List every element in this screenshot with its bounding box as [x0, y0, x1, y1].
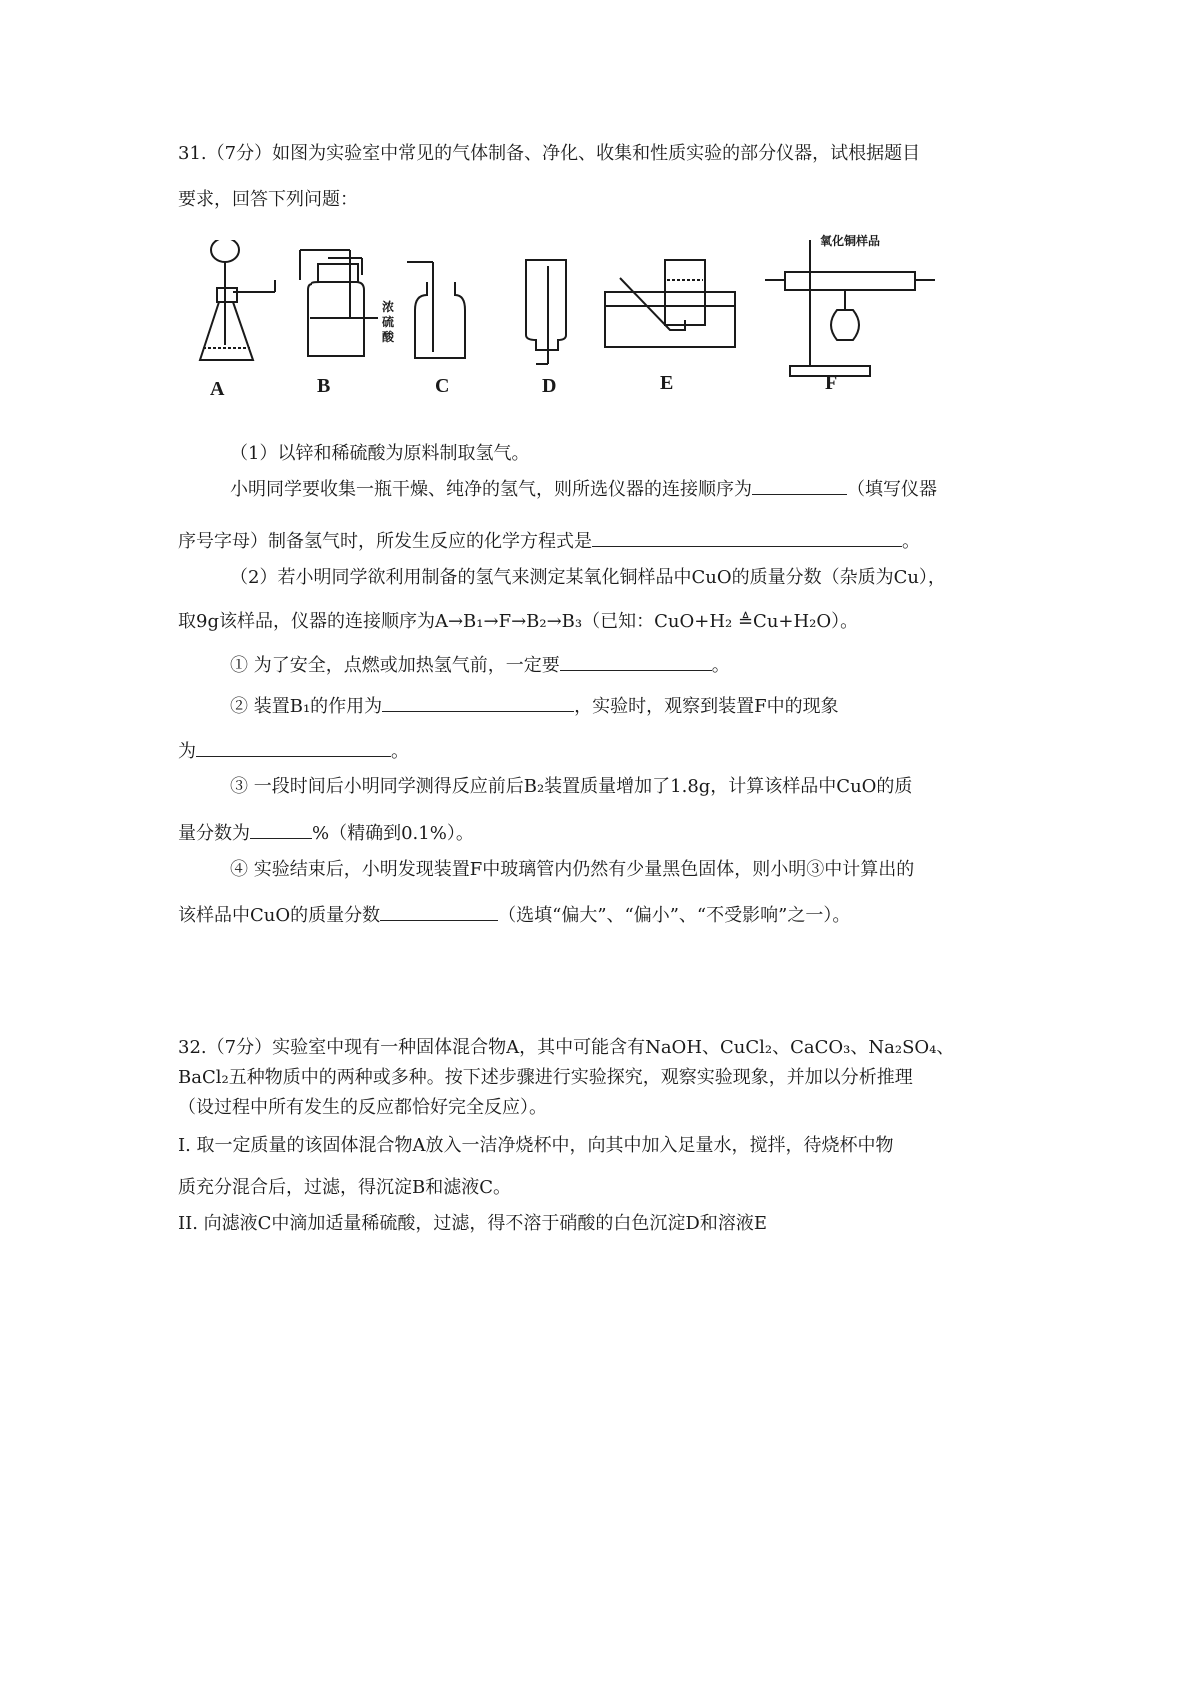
q32-line2: BaCl₂五种物质中的两种或多种。按下述步骤进行实验探究，观察实验现象，并加以分析推理	[178, 1067, 913, 1088]
answer-blank-effect[interactable]	[380, 902, 498, 921]
q31-p1-line1	[230, 476, 937, 502]
apparatus-c-icon	[407, 262, 465, 358]
s4-prompt: 该样品中CuO的质量分数	[178, 905, 381, 926]
apparatus-d-icon	[526, 260, 566, 364]
figure-label-a: A	[210, 378, 225, 400]
figure-label-e: E	[660, 372, 674, 394]
q31-intro-line2: 要求，回答下列问题：	[178, 189, 358, 210]
q31-p2-line1: （2）若小明同学欲利用制备的氢气来测定某氧化铜样品中CuO的质量分数（杂质为Cu），	[230, 567, 946, 588]
q31-s1	[230, 652, 730, 678]
q31-s4-line2	[178, 902, 850, 928]
q32-line3: （设过程中所有发生的反应都恰好完全反应）。	[178, 1097, 547, 1118]
q31-s2-line2	[178, 738, 409, 764]
q31-s3-line1: ③ 一段时间后小明同学测得反应前后B₂装置质量增加了1.8g，计算该样品中CuO的质	[230, 776, 913, 797]
s2-prompt-b: ，实验时，观察到装置F中的现象	[574, 696, 839, 717]
s3-suffix: %（精确到0.1%）。	[312, 823, 474, 844]
q31-p1-title: （1）以锌和稀硫酸为原料制取氢气。	[230, 443, 530, 464]
p1-period: 。	[902, 531, 920, 552]
p1-prompt: 小明同学要收集一瓶干燥、纯净的氢气，则所选仪器的连接顺序为	[230, 479, 752, 500]
apparatus-e-icon	[605, 260, 735, 347]
figure-label-c: C	[435, 375, 450, 397]
b-liquid-label: 浓硫酸	[382, 300, 395, 344]
apparatus-drawing	[195, 240, 965, 430]
s3-prompt: 量分数为	[178, 823, 250, 844]
q32-step1-line1: I. 取一定质量的该固体混合物A放入一洁净烧杯中，向其中加入足量水，搅拌，待烧杯中物	[178, 1135, 894, 1156]
figure-label-f: F	[825, 372, 838, 394]
apparatus-b-icon	[300, 250, 378, 356]
p1-equation-prompt: 序号字母）制备氢气时，所发生反应的化学方程式是	[178, 531, 592, 552]
f-sample-label: 氧化铜样品	[820, 234, 881, 248]
figure-label-b: B	[317, 375, 331, 397]
answer-blank-percent[interactable]	[250, 820, 312, 839]
figure-label-d: D	[542, 375, 557, 397]
p1-hint: （填写仪器	[847, 479, 937, 500]
s2-prompt: ② 装置B₁的作用为	[230, 696, 383, 717]
answer-blank-safety[interactable]	[560, 652, 712, 671]
apparatus-a-icon	[200, 240, 275, 360]
q32-step2: II. 向滤液C中滴加适量稀硫酸，过滤，得不溶于硝酸的白色沉淀D和溶液E	[178, 1213, 768, 1234]
answer-blank-order[interactable]	[752, 476, 847, 495]
s4-options: （选填“偏大”、“偏小”、“不受影响”之一）。	[498, 905, 851, 926]
q31-s2-line1	[230, 693, 839, 719]
apparatus-figure	[195, 234, 965, 430]
s1-prompt: ① 为了安全，点燃或加热氢气前，一定要	[230, 655, 560, 676]
q31-p2-line2: 取9g该样品，仪器的连接顺序为A→B₁→F→B₂→B₃（已知：CuO+H₂ ≜Cu+H₂O）。	[178, 611, 859, 632]
q31-s4-line1: ④ 实验结束后，小明发现装置F中玻璃管内仍然有少量黑色固体，则小明③中计算出的	[230, 859, 915, 880]
q31-intro-line1: 31.（7分）如图为实验室中常见的气体制备、净化、收集和性质实验的部分仪器，试根据题目	[178, 143, 921, 164]
s2-period: 。	[391, 741, 409, 762]
s1-period: 。	[711, 655, 730, 676]
answer-blank-phenomenon[interactable]	[196, 738, 391, 757]
apparatus-f-icon	[765, 240, 935, 376]
q32-line1: 32.（7分）实验室中现有一种固体混合物A，其中可能含有NaOH、CuCl₂、CaCO₃、Na₂SO₄、	[178, 1037, 955, 1058]
q31-s3-line2	[178, 820, 474, 846]
q32-step1-line2: 质充分混合后，过滤，得沉淀B和滤液C。	[178, 1177, 511, 1198]
s2-prompt-c: 为	[178, 741, 196, 762]
q31-p1-line2	[178, 528, 920, 554]
answer-blank-equation[interactable]	[592, 528, 902, 547]
answer-blank-b1-role[interactable]	[382, 693, 574, 712]
